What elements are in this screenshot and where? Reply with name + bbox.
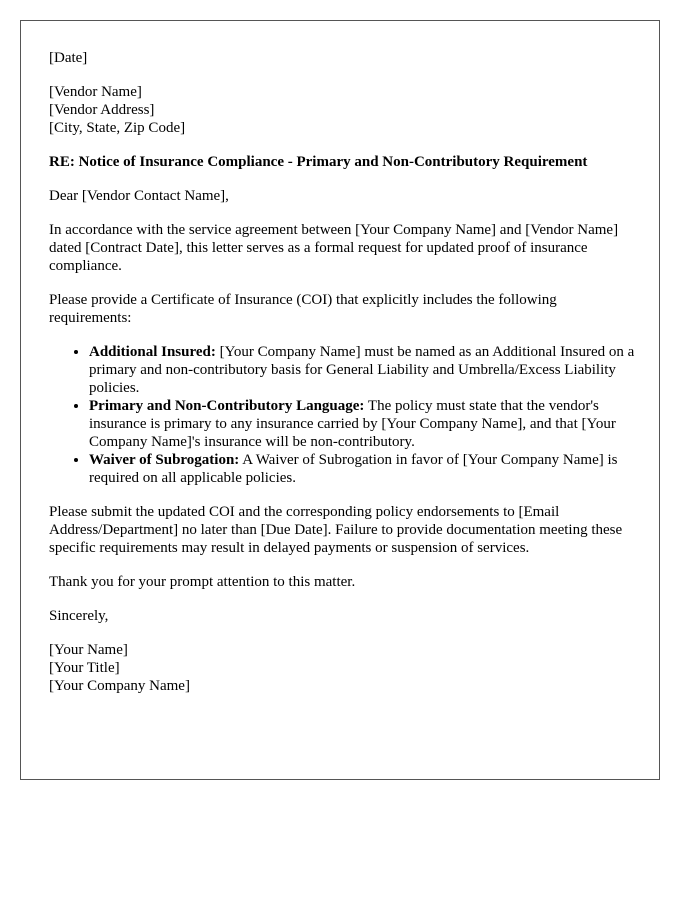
- request-paragraph: Please provide a Certificate of Insurance (COI) that explicitly includes the following requirements:: [49, 292, 557, 326]
- requirements-list: [49, 343, 639, 487]
- signature-block: [49, 641, 639, 695]
- requirement-label: Waiver of Subrogation:: [89, 452, 240, 468]
- vendor-address: [Vendor Address]: [49, 102, 155, 118]
- thank-you-paragraph: Thank you for your prompt attention to this matter.: [49, 574, 356, 590]
- intro-paragraph: In accordance with the service agreement between [Your Company Name] and [Vendor Name] dated [Contract Date], this letter serves as a formal request for updated proof of insurance compliance.: [49, 222, 619, 274]
- signer-title: [Your Title]: [49, 660, 120, 676]
- letter-page: [20, 20, 660, 780]
- submission-paragraph: Please submit the updated COI and the corresponding policy endorsements to [Email Address/Department] no later than [Due Date]. Failure to provide documentation meeting these specific requirements may result in delayed payments or suspension of services.: [49, 504, 623, 556]
- closing: Sincerely,: [49, 608, 109, 624]
- vendor-city-state-zip: [City, State, Zip Code]: [49, 120, 186, 136]
- signer-name: [Your Name]: [49, 642, 128, 658]
- subject-line: RE: Notice of Insurance Compliance - Primary and Non-Contributory Requirement: [49, 154, 588, 170]
- list-item: [89, 343, 639, 397]
- requirement-label: Primary and Non-Contributory Language:: [89, 398, 365, 414]
- salutation: Dear [Vendor Contact Name],: [49, 188, 229, 204]
- vendor-name: [Vendor Name]: [49, 84, 142, 100]
- letter-date: [Date]: [49, 50, 88, 66]
- list-item: [89, 451, 639, 487]
- letter-body: [49, 49, 639, 711]
- vendor-address-block: [49, 83, 639, 137]
- signer-company: [Your Company Name]: [49, 678, 190, 694]
- requirement-label: Additional Insured:: [89, 344, 216, 360]
- requirement-text: The policy must state that the vendor's insurance is primary to any insurance carried by [Your Company Name], and that [Your Company Name]'s insurance will be non-contributory.: [89, 398, 616, 450]
- requirement-text: [Your Company Name] must be named as an Additional Insured on a primary and non-contributory basis for General Liability and Umbrella/Excess Liability policies.: [89, 344, 635, 396]
- list-item: [89, 397, 639, 451]
- requirement-text: A Waiver of Subrogation in favor of [Your Company Name] is required on all applicable policies.: [89, 452, 618, 486]
